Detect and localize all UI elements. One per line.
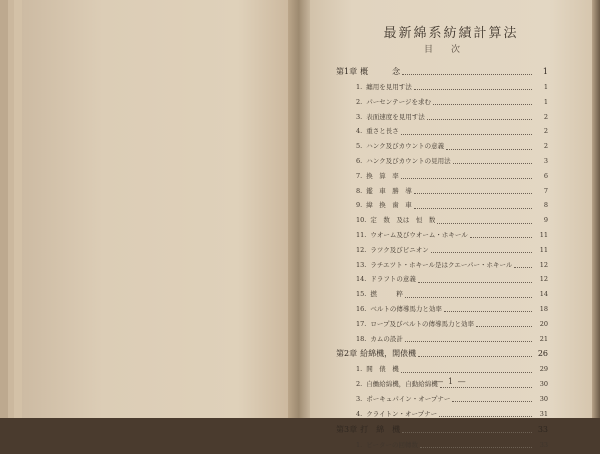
entry-page-number: 33 xyxy=(539,440,548,449)
entry-title: 鑑 車 勝 導 xyxy=(366,186,412,195)
entry-page-number: 11 xyxy=(539,230,548,239)
entry-number: 7. xyxy=(356,171,363,180)
toc-section-entry xyxy=(336,215,548,230)
entry-page-number: 1 xyxy=(543,83,548,91)
contents-heading: 目次 xyxy=(423,45,478,55)
toc-section-entry xyxy=(336,171,548,186)
dot-leader xyxy=(452,400,532,402)
entry-title: ラツク及びピニオン xyxy=(370,245,429,254)
entry-title: ドラフトの意義 xyxy=(370,275,416,284)
entry-page-number: 2 xyxy=(543,112,548,121)
entry-page-number: 6 xyxy=(543,171,548,180)
entry-number: 17. xyxy=(356,319,367,328)
entry-number: 14. xyxy=(356,275,367,284)
entry-title: ラチエツト・ホキール是はクエーパー・ホキール xyxy=(370,260,513,269)
dot-leader xyxy=(414,88,532,90)
entry-title: ハンク及びカウントの意義 xyxy=(366,142,445,151)
entry-title: 表面速度を見用す法 xyxy=(366,112,425,121)
entry-page-number: 11 xyxy=(539,245,548,254)
entry-page-number: 3 xyxy=(543,156,548,165)
entry-title: ポーキュパイン・オープナー xyxy=(366,394,451,403)
toc-section-entry xyxy=(336,274,548,289)
toc-section-entry xyxy=(336,126,548,141)
dot-leader xyxy=(470,236,532,238)
dot-leader xyxy=(476,325,532,327)
entry-number: 8. xyxy=(356,186,363,195)
right-page-edge xyxy=(592,0,600,418)
entry-title: 開 俵 機 xyxy=(366,365,399,374)
entry-number: 13. xyxy=(356,260,367,269)
entry-page-number: 9 xyxy=(543,216,548,225)
dot-leader xyxy=(446,148,532,150)
entry-title: 概 念 xyxy=(360,67,401,76)
left-blank-page xyxy=(22,0,292,418)
toc-section-entry xyxy=(336,409,548,424)
entry-page-number: 7 xyxy=(543,186,548,195)
dot-leader xyxy=(405,296,532,298)
toc-section-entry xyxy=(336,112,548,127)
toc-section-entry xyxy=(336,97,548,112)
entry-title: 纏用を見用す法 xyxy=(366,83,412,91)
page-number: — 1 — xyxy=(435,377,467,386)
entry-number: 2. xyxy=(356,380,363,389)
entry-page-number: 12 xyxy=(539,275,548,284)
toc-section-entry xyxy=(336,334,548,349)
entry-number: 4. xyxy=(356,127,363,136)
entry-page-number: 2 xyxy=(543,142,548,151)
dot-leader xyxy=(401,177,532,179)
dot-leader xyxy=(433,103,532,105)
entry-page-number: 33 xyxy=(537,424,548,434)
entry-page-number: 8 xyxy=(543,201,548,210)
toc-chapter-entry xyxy=(336,348,548,364)
entry-title: パーセンテージを求む xyxy=(366,97,431,106)
entry-page-number: 2 xyxy=(543,127,548,136)
entry-number: 1. xyxy=(356,365,363,374)
entry-number: 第3章 xyxy=(336,424,358,434)
entry-number: 6. xyxy=(356,156,363,165)
entry-title: カムの設計 xyxy=(370,334,403,343)
entry-number: 2. xyxy=(356,97,363,106)
dot-leader xyxy=(444,310,532,312)
entry-number: 18. xyxy=(356,334,367,343)
book-title: 最新綿系紡績計算法 xyxy=(383,26,519,41)
entry-number: 10. xyxy=(356,216,367,225)
toc-chapter-entry xyxy=(336,424,548,440)
entry-page-number: 1 xyxy=(543,97,548,106)
entry-page-number: 30 xyxy=(539,394,548,403)
entry-title: 換 算 率 xyxy=(366,171,399,180)
dot-leader xyxy=(418,281,532,283)
toc-chapter-entry xyxy=(336,66,548,82)
entry-title: ロープ及びベルトの傳導馬力と効率 xyxy=(370,319,475,328)
entry-page-number: 14 xyxy=(539,290,548,299)
entry-page-number: 12 xyxy=(539,260,548,269)
entry-number: 1. xyxy=(356,440,363,449)
entry-title: ハンク及びカウントの見用法 xyxy=(366,156,451,165)
entry-title: 打 綿 機 xyxy=(360,424,401,434)
entry-number: 16. xyxy=(356,304,367,313)
entry-title: 緯 換 歯 車 xyxy=(366,201,412,210)
dot-leader xyxy=(431,251,532,253)
toc-section-entry xyxy=(336,319,548,334)
entry-page-number: 18 xyxy=(539,304,548,313)
entry-number: 第2章 xyxy=(336,349,358,359)
entry-number: 11. xyxy=(356,230,367,239)
dot-leader xyxy=(402,73,532,75)
entry-title: 自働給綿機，自動給綿機 xyxy=(366,380,438,389)
toc-section-entry xyxy=(336,304,548,319)
toc-section-entry xyxy=(336,141,548,156)
toc-section-entry xyxy=(336,245,548,260)
entry-page-number: 29 xyxy=(539,365,548,374)
entry-title: 定 数 及は 恒 数 xyxy=(370,216,436,225)
entry-page-number: 1 xyxy=(542,67,548,76)
toc-section-entry xyxy=(336,260,548,275)
dot-leader xyxy=(514,266,532,268)
dot-leader xyxy=(427,118,532,120)
toc-section-entry xyxy=(336,200,548,215)
dot-leader xyxy=(401,133,532,135)
toc-section-entry xyxy=(336,440,548,454)
entry-number: 12. xyxy=(356,245,367,254)
dot-leader xyxy=(402,431,532,433)
entry-number: 5. xyxy=(356,142,363,151)
entry-title: 給綿機，開俵機 xyxy=(360,349,417,359)
entry-number: 9. xyxy=(356,201,363,210)
table-of-contents xyxy=(336,66,548,454)
toc-section-entry xyxy=(336,394,548,409)
entry-page-number: 20 xyxy=(539,319,548,328)
dot-leader xyxy=(414,207,532,209)
entry-page-number: 31 xyxy=(539,409,548,418)
entry-title: ビーターの回轉数 xyxy=(366,440,418,449)
entry-number: 第1章 xyxy=(336,67,358,76)
entry-page-number: 26 xyxy=(537,349,548,359)
toc-section-entry xyxy=(336,289,548,304)
entry-number: 3. xyxy=(356,394,363,403)
entry-number: 4. xyxy=(356,409,363,418)
dot-leader xyxy=(414,192,532,194)
entry-number: 3. xyxy=(356,112,363,121)
dot-leader xyxy=(453,162,532,164)
dot-leader xyxy=(405,340,532,342)
toc-section-entry xyxy=(336,230,548,245)
dot-leader xyxy=(437,222,532,224)
entry-number: 15. xyxy=(356,290,367,299)
entry-title: 撚 粹 xyxy=(370,290,403,299)
entry-number: 1. xyxy=(356,83,363,91)
entry-title: ウオーム及びウオーム・ホキール xyxy=(370,230,468,239)
dot-leader xyxy=(401,371,532,373)
dot-leader xyxy=(439,415,532,417)
entry-title: クライトン・オープナー xyxy=(366,409,438,418)
entry-page-number: 21 xyxy=(539,334,548,343)
entry-page-number: 30 xyxy=(539,380,548,389)
entry-title: ベルトの傳導馬力と効率 xyxy=(370,304,442,313)
toc-section-entry xyxy=(336,82,548,97)
toc-section-entry xyxy=(336,156,548,171)
dot-leader xyxy=(420,446,532,448)
entry-title: 重さと長さ xyxy=(366,127,399,136)
dot-leader xyxy=(418,355,532,357)
toc-section-entry xyxy=(336,186,548,201)
book-gutter xyxy=(288,0,312,418)
